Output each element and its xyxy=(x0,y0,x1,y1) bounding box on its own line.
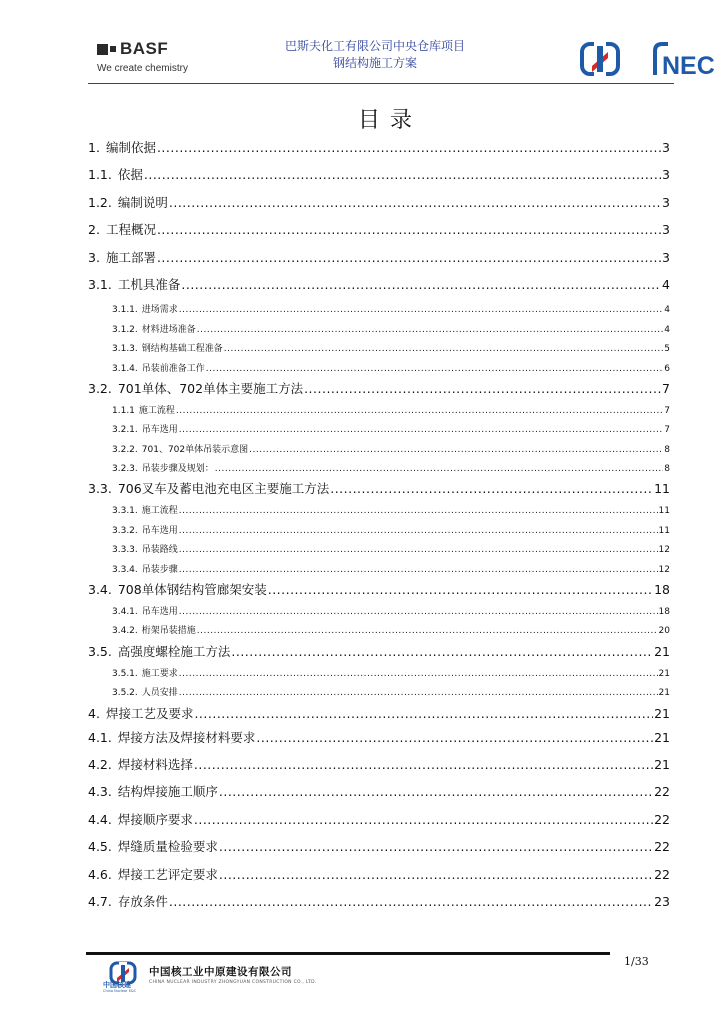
toc-dot-leader xyxy=(304,379,661,399)
toc-entry[interactable] xyxy=(88,888,670,915)
toc-entry-number: 3.3. xyxy=(88,481,112,497)
toc-dot-leader xyxy=(194,704,653,724)
toc-entry[interactable] xyxy=(88,704,670,724)
toc-dot-leader xyxy=(179,561,658,580)
toc-dot-leader xyxy=(157,216,661,243)
toc-subentry[interactable] xyxy=(88,321,670,340)
toc-dot-leader xyxy=(215,460,663,479)
toc-entry-page: 11 xyxy=(658,506,670,517)
toc-dot-leader xyxy=(179,421,663,440)
toc-dot-leader xyxy=(179,522,658,541)
toc-entry-title: 焊接方法及焊接材料要求 xyxy=(117,729,256,745)
toc-entry-number: 2. xyxy=(88,222,100,238)
toc-subentry[interactable] xyxy=(88,622,670,641)
toc-entry-title: 焊接工艺及要求 xyxy=(105,705,194,721)
toc-entry-number: 3.1. xyxy=(88,276,112,292)
toc-entry[interactable] xyxy=(88,271,670,298)
basf-square-large xyxy=(97,44,108,55)
toc-subentry[interactable] xyxy=(88,340,670,359)
toc-dot-leader xyxy=(206,360,663,379)
toc-subentry[interactable] xyxy=(88,360,670,379)
toc-subentry[interactable] xyxy=(88,502,670,521)
toc-entry-number: 1.1. xyxy=(88,167,112,183)
basf-wordmark: BASF xyxy=(120,39,169,58)
toc-dot-leader xyxy=(330,479,653,499)
toc-entry-title: 编制依据 xyxy=(105,140,156,155)
toc-dot-leader xyxy=(224,340,663,359)
toc-entry-title: 焊缝质量检验要求 xyxy=(117,839,218,855)
toc-entry-title: 钢结构基础工程准备 xyxy=(141,344,223,355)
toc-entry-title: 施工流程 xyxy=(138,405,175,416)
toc-entry-page: 4 xyxy=(664,305,670,316)
toc-entry-title: 焊接工艺评定要求 xyxy=(117,866,218,882)
page-header xyxy=(0,0,724,90)
toc-entry-title: 高强度螺栓施工方法 xyxy=(117,643,231,659)
toc-dot-leader xyxy=(179,603,658,622)
toc-entry[interactable] xyxy=(88,379,670,399)
toc-entry-number: 3.2. xyxy=(88,380,112,396)
toc-entry-title: 701、702单体吊装示意图 xyxy=(141,444,249,455)
toc-subentry[interactable] xyxy=(88,441,670,460)
toc-subentry[interactable] xyxy=(88,665,670,684)
toc-entry-title: 吊装步骤 xyxy=(141,564,178,575)
toc-entry[interactable] xyxy=(88,778,670,805)
toc-entry-page: 12 xyxy=(658,564,670,575)
toc-entry-page: 6 xyxy=(664,363,670,374)
toc-entry[interactable] xyxy=(88,479,670,499)
toc-entry-page: 21 xyxy=(658,688,670,699)
toc-entry-page: 21 xyxy=(654,756,670,772)
toc-entry-title: 吊装路线 xyxy=(141,545,178,556)
toc-entry-number: 3.2.1. xyxy=(112,425,138,436)
toc-dot-leader xyxy=(176,402,663,421)
toc-entry[interactable] xyxy=(88,216,670,243)
toc-entry-title: 施工要求 xyxy=(141,668,178,679)
toc-entry-page: 4 xyxy=(662,276,670,292)
toc-entry-page: 21 xyxy=(654,705,670,721)
toc-entry-page: 4 xyxy=(664,324,670,335)
toc-title: 目录 xyxy=(357,108,422,133)
toc-entry-title: 吊车选用 xyxy=(141,425,178,436)
toc-dot-leader xyxy=(179,665,658,684)
toc-subentry[interactable] xyxy=(88,421,670,440)
toc-dot-leader xyxy=(231,642,653,662)
toc-entry[interactable] xyxy=(88,189,670,216)
toc-entry-number: 3.5. xyxy=(88,643,112,659)
toc-dot-leader xyxy=(157,134,661,161)
toc-entry-title: 施工流程 xyxy=(141,506,178,517)
footer-brand-cn: 中国核建 xyxy=(103,981,131,989)
toc-dot-leader xyxy=(144,161,661,188)
toc-entry-number: 3.4.2. xyxy=(112,626,138,637)
toc-entry-number: 4.4. xyxy=(88,811,112,827)
toc-entry-number: 1. xyxy=(88,140,100,155)
toc-entry-page: 5 xyxy=(664,344,670,355)
toc-entry-title: 吊装前准备工作 xyxy=(141,363,205,374)
toc-subentry[interactable] xyxy=(88,603,670,622)
toc-entry-number: 3.4. xyxy=(88,582,112,598)
toc-entry-number: 1.2. xyxy=(88,194,112,210)
toc-subentry[interactable] xyxy=(88,301,670,320)
toc-subentry[interactable] xyxy=(88,402,670,421)
toc-entry-number: 3.3.3. xyxy=(112,545,138,556)
header-divider xyxy=(88,83,674,84)
toc-dot-leader xyxy=(179,301,663,320)
toc-dot-leader xyxy=(219,778,653,805)
toc-entry-number: 3.1.2. xyxy=(112,324,138,335)
toc-entry-title: 701单体、702单体主要施工方法 xyxy=(117,380,304,396)
toc-entry-title: 桁架吊装措施 xyxy=(141,626,196,637)
toc-entry-page: 22 xyxy=(654,839,670,855)
toc-entry[interactable] xyxy=(88,244,670,271)
toc-entry[interactable] xyxy=(88,833,670,860)
toc-entry-page: 3 xyxy=(662,222,670,238)
project-title-line1: 巴斯夫化工有限公司中央仓库项目 xyxy=(284,39,465,53)
toc-subentry[interactable] xyxy=(88,522,670,541)
project-title xyxy=(260,38,490,72)
toc-dot-leader xyxy=(179,684,658,703)
toc-dot-leader xyxy=(181,271,661,298)
toc-entry-number: 3.5.2. xyxy=(112,688,138,699)
nec-logo-text: NEC xyxy=(662,52,715,77)
toc-entry[interactable] xyxy=(88,642,670,662)
toc-entry-number: 3.3.2. xyxy=(112,525,138,536)
toc-entry-page: 11 xyxy=(654,481,670,497)
project-title-line2: 钢结构施工方案 xyxy=(332,56,417,70)
toc-entry-page: 8 xyxy=(664,444,670,455)
toc-entry[interactable] xyxy=(88,861,670,888)
toc-dot-leader xyxy=(194,751,653,778)
toc-entry-title: 吊装步骤及规划： xyxy=(141,464,214,475)
toc-entry[interactable] xyxy=(88,751,670,778)
toc-entry-page: 3 xyxy=(662,194,670,210)
toc-entry-title: 存放条件 xyxy=(117,893,168,909)
basf-tagline: We create chemistry xyxy=(97,63,188,74)
toc-entry-title: 进场需求 xyxy=(141,305,178,316)
toc-dot-leader xyxy=(249,441,663,460)
toc-entry-page: 18 xyxy=(654,582,670,598)
toc-entry-title: 依据 xyxy=(117,167,143,183)
toc-entry-page: 21 xyxy=(654,729,670,745)
toc-entry-page: 7 xyxy=(662,380,670,396)
toc-dot-leader xyxy=(256,724,653,751)
toc-entry-number: 4.6. xyxy=(88,866,112,882)
toc-entry-page: 22 xyxy=(654,866,670,882)
toc-entry-page: 12 xyxy=(658,545,670,556)
toc-entry-page: 3 xyxy=(662,167,670,183)
toc-entry-title: 材料进场准备 xyxy=(141,324,196,335)
toc-entry-number: 3.3.4. xyxy=(112,564,138,575)
toc-entry[interactable] xyxy=(88,161,670,188)
toc-entry[interactable] xyxy=(88,580,670,600)
cnzy-logo-icon xyxy=(580,42,620,76)
toc-entry-title: 工机具准备 xyxy=(117,276,181,292)
toc-entry-title: 人员安排 xyxy=(141,688,178,699)
toc-entry-page: 23 xyxy=(654,893,670,909)
toc-subentry[interactable] xyxy=(88,561,670,580)
toc-dot-leader xyxy=(197,321,663,340)
toc-entry-page: 8 xyxy=(664,464,670,475)
toc-entry-page: 7 xyxy=(664,425,670,436)
toc-entry-page: 3 xyxy=(662,249,670,265)
toc-entry-number: 3.3.1. xyxy=(112,506,138,517)
toc-dot-leader xyxy=(179,502,658,521)
toc-entry-number: 3.1.1. xyxy=(112,305,138,316)
toc-entry[interactable] xyxy=(88,724,670,751)
toc-entry-title: 施工部署 xyxy=(105,249,156,265)
toc-dot-leader xyxy=(194,806,653,833)
page-number: 1/33 xyxy=(624,955,649,968)
toc-entry-number: 4.5. xyxy=(88,839,112,855)
toc-dot-leader xyxy=(169,888,653,915)
toc-subentry[interactable] xyxy=(88,460,670,479)
toc-entry[interactable] xyxy=(88,134,670,161)
toc-dot-leader xyxy=(219,833,653,860)
toc-entry-page: 11 xyxy=(658,525,670,536)
toc-entry-title: 编制说明 xyxy=(117,194,168,210)
toc-entry-page: 18 xyxy=(658,607,670,618)
footer-divider xyxy=(86,952,610,955)
toc-entry-number: 3.2.2. xyxy=(112,444,138,455)
toc-entry-number: 4.7. xyxy=(88,893,112,909)
toc-dot-leader xyxy=(197,622,658,641)
toc-entry-number: 3.5.1. xyxy=(112,668,138,679)
toc-entry-page: 21 xyxy=(654,643,670,659)
toc-dot-leader xyxy=(179,541,658,560)
toc-dot-leader xyxy=(157,244,661,271)
toc-entry-page: 20 xyxy=(658,626,670,637)
toc-entry-number: 4.3. xyxy=(88,784,112,800)
toc-entry-title: 706叉车及蓄电池充电区主要施工方法 xyxy=(117,481,330,497)
basf-logo xyxy=(97,39,169,58)
toc-entry-number: 4.1. xyxy=(88,729,112,745)
footer-brand-en: China Nuclear E&C xyxy=(103,989,137,993)
toc-entry-number: 3. xyxy=(88,249,100,265)
footer-company-name: 中国核工业中原建设有限公司 xyxy=(149,966,292,978)
toc-entry-title: 708单体钢结构管廊架安装 xyxy=(117,582,267,598)
toc-entry-page: 22 xyxy=(654,811,670,827)
toc-dot-leader xyxy=(219,861,653,888)
toc-entry-number: 3.4.1. xyxy=(112,607,138,618)
toc-subentry[interactable] xyxy=(88,541,670,560)
toc-entry-number: 4.2. xyxy=(88,756,112,772)
toc-entry-page: 3 xyxy=(662,140,670,155)
toc-entry-title: 焊接顺序要求 xyxy=(117,811,193,827)
toc-entry-number: 3.1.3. xyxy=(112,344,138,355)
toc-entry-title: 吊车选用 xyxy=(141,525,178,536)
basf-square-small xyxy=(110,46,116,52)
toc-entry-page: 22 xyxy=(654,784,670,800)
toc-entry[interactable] xyxy=(88,806,670,833)
toc-entry-number: 4. xyxy=(88,705,100,721)
toc-entry-title: 焊接材料选择 xyxy=(117,756,193,772)
toc-entry-title: 吊车选用 xyxy=(141,607,178,618)
table-of-contents xyxy=(88,134,670,915)
toc-dot-leader xyxy=(169,189,661,216)
toc-entry-title: 工程概况 xyxy=(105,222,156,238)
toc-entry-number: 1.1.1 xyxy=(112,405,135,416)
toc-entry-title: 结构焊接施工顺序 xyxy=(117,784,218,800)
toc-dot-leader xyxy=(268,580,653,600)
toc-entry-page: 21 xyxy=(658,668,670,679)
toc-subentry[interactable] xyxy=(88,684,670,703)
footer-company-name-en: CHINA NUCLEAR INDUSTRY ZHONGYUAN CONSTRUCTION CO., LTD. xyxy=(149,980,317,985)
toc-entry-page: 7 xyxy=(664,405,670,416)
toc-entry-number: 3.1.4. xyxy=(112,363,138,374)
toc-entry-number: 3.2.3. xyxy=(112,464,138,475)
nec-logo-icon xyxy=(652,41,716,77)
